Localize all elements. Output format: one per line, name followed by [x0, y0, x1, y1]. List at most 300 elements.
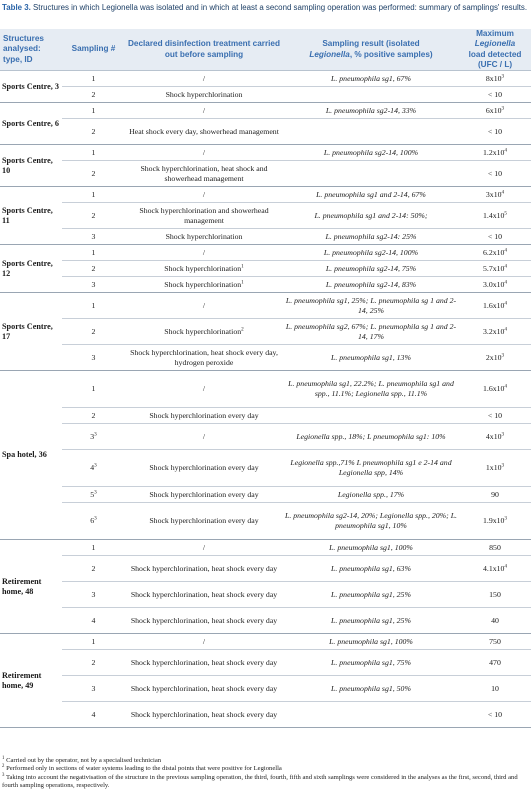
treatment-text: Shock hyperchlorination — [164, 279, 242, 289]
result-cell — [283, 103, 459, 119]
table-row — [0, 345, 531, 371]
header-row — [0, 29, 531, 71]
load-cell — [459, 487, 531, 503]
footnote-mark: 2 — [2, 764, 5, 770]
result-text: L. pneumophila sg1, 25%; L. pneumophila sg 1 and 2-14, 25% — [285, 295, 457, 315]
load-value: 150 — [489, 589, 501, 599]
sampling-number: 3 — [91, 231, 96, 241]
load-cell — [459, 556, 531, 582]
treatment-text: Shock hyperchlorination, heat shock every day — [130, 589, 278, 599]
footnote — [2, 765, 529, 773]
result-cell — [283, 371, 459, 408]
treatment-text: Shock hyperchlorination — [164, 326, 242, 336]
result-text: L. pneumophila sg2-14, 100% — [323, 147, 419, 157]
sampling-cell — [62, 450, 125, 487]
treatment-text: Shock hyperchlorination, heat shock and showerhead management — [140, 163, 268, 183]
load-exponent: 4 — [504, 300, 508, 307]
sampling-number: 3 — [91, 279, 96, 289]
load-cell — [459, 371, 531, 408]
result-text: L. pneumophila sg1, 25% — [331, 589, 411, 599]
result-cell — [283, 408, 459, 424]
table-row — [0, 608, 531, 634]
sampling-number: 2 — [91, 563, 96, 573]
result-text: Legionella spp.,71% L pneumophila sg1 e 2-14 and Legionella spp, 14% — [290, 458, 452, 477]
load-value: 4x10 — [485, 431, 502, 441]
table-row — [0, 229, 531, 245]
result-cell — [283, 487, 459, 503]
treatment-cell — [125, 650, 283, 676]
sampling-number: 1 — [91, 384, 96, 394]
sampling-cell — [62, 487, 125, 503]
structure-cell: Spa hotel, 36 — [0, 371, 62, 540]
load-exponent: 3 — [504, 515, 508, 522]
load-value: 3x10 — [485, 189, 502, 199]
result-cell — [283, 634, 459, 650]
load-value: < 10 — [487, 89, 503, 99]
load-cell — [459, 408, 531, 424]
sampling-number: 6 — [90, 516, 95, 526]
sampling-number: 3 — [91, 683, 96, 693]
sampling-cell — [62, 145, 125, 161]
load-cell — [459, 277, 531, 293]
load-exponent: 3 — [501, 105, 505, 112]
treatment-text: Shock hyperchlorination every day — [149, 489, 259, 499]
result-cell — [283, 293, 459, 319]
treatment-cell — [125, 203, 283, 229]
table-row — [0, 119, 531, 145]
load-value: 8x10 — [485, 73, 502, 83]
table-row — [0, 450, 531, 487]
load-value: 1.4x10 — [482, 210, 505, 220]
sampling-number: 4 — [90, 463, 95, 473]
sampling-cell — [62, 87, 125, 103]
treatment-cell — [125, 119, 283, 145]
table-row — [0, 245, 531, 261]
treatment-cell — [125, 319, 283, 345]
table-body — [0, 71, 531, 728]
table-row — [0, 582, 531, 608]
table-row — [0, 676, 531, 702]
table-row — [0, 145, 531, 161]
table-row — [0, 487, 531, 503]
sampling-footnote-mark: 3 — [94, 489, 97, 496]
sampling-footnote-mark: 3 — [94, 431, 97, 438]
treatment-cell — [125, 161, 283, 187]
footnote-text: Performed only in sections of water systems leading to the distal points that were positive for Legionella — [6, 765, 282, 773]
structure-cell: Sports Centre, 11 — [0, 187, 62, 245]
sampling-number: 1 — [91, 300, 96, 310]
sampling-cell — [62, 424, 125, 450]
load-value: 3.2x10 — [482, 326, 505, 336]
header-result — [283, 29, 459, 71]
sampling-cell — [62, 293, 125, 319]
load-value: 3.0x10 — [482, 279, 505, 289]
treatment-text: / — [202, 636, 206, 646]
result-cell — [283, 345, 459, 371]
treatment-text: / — [202, 384, 206, 394]
treatment-cell — [125, 424, 283, 450]
load-exponent: 3 — [501, 352, 505, 359]
sampling-cell — [62, 229, 125, 245]
footnote-text: Carried out by the operator, not by a specialised technician — [6, 757, 162, 764]
table-row — [0, 503, 531, 540]
table-label: Table 3. — [2, 3, 31, 12]
result-text: L. pneumophila sg2-14, 83% — [325, 279, 417, 289]
footnotes — [2, 757, 529, 790]
table-row — [0, 634, 531, 650]
load-cell — [459, 582, 531, 608]
result-text: L. pneumophila sg2, 67%; L. pneumophila sg 1 and 2-14, 17% — [285, 321, 457, 341]
treatment-footnote-mark: 1 — [241, 263, 244, 270]
sampling-cell — [62, 345, 125, 371]
treatment-text: / — [202, 542, 206, 552]
header-result-prefix: Sampling result (isolated — [322, 39, 420, 49]
result-cell — [283, 503, 459, 540]
load-value: < 10 — [487, 709, 503, 719]
load-cell — [459, 424, 531, 450]
load-cell — [459, 103, 531, 119]
sampling-cell — [62, 261, 125, 277]
load-cell — [459, 145, 531, 161]
table-row — [0, 261, 531, 277]
treatment-text: Shock hyperchlorination — [165, 89, 243, 99]
sampling-number: 1 — [91, 73, 96, 83]
table-row — [0, 650, 531, 676]
load-cell — [459, 119, 531, 145]
sampling-cell — [62, 702, 125, 728]
result-text: Legionella spp., 17% — [337, 489, 405, 499]
result-text: L. pneumophila sg2-14, 75% — [325, 263, 417, 273]
table-row — [0, 702, 531, 728]
load-cell — [459, 319, 531, 345]
result-text: L. pneumophila sg1, 67% — [331, 73, 411, 83]
load-cell — [459, 161, 531, 187]
result-text: L. pneumophila sg1, 50% — [331, 683, 411, 693]
result-cell — [283, 582, 459, 608]
treatment-cell — [125, 540, 283, 556]
result-cell — [283, 229, 459, 245]
load-value: 5.7x10 — [482, 263, 505, 273]
load-cell — [459, 187, 531, 203]
result-text: L. pneumophila sg1, 100% — [329, 636, 413, 646]
treatment-cell — [125, 187, 283, 203]
load-value: 1.6x10 — [482, 300, 505, 310]
load-cell — [459, 608, 531, 634]
sampling-number: 1 — [91, 247, 96, 257]
sampling-footnote-mark: 3 — [94, 515, 97, 522]
sampling-cell — [62, 319, 125, 345]
treatment-cell — [125, 503, 283, 540]
load-value: 1.6x10 — [482, 384, 505, 394]
load-cell — [459, 702, 531, 728]
structure-cell: Sports Centre, 3 — [0, 71, 62, 103]
treatment-text: Shock hyperchlorination every day — [149, 463, 259, 473]
result-cell — [283, 277, 459, 293]
table-caption — [2, 3, 528, 14]
load-value: 6.2x10 — [482, 247, 505, 257]
result-cell — [283, 608, 459, 634]
result-text: L. pneumophila sg2-14: 25% — [325, 231, 417, 241]
load-cell — [459, 634, 531, 650]
sampling-number: 2 — [91, 210, 96, 220]
sampling-cell — [62, 71, 125, 87]
load-exponent: 3 — [501, 73, 505, 80]
sampling-cell — [62, 277, 125, 293]
header-load-prefix: Maximum — [476, 29, 514, 39]
treatment-cell — [125, 145, 283, 161]
treatment-text: / — [202, 105, 206, 115]
sampling-cell — [62, 540, 125, 556]
result-cell — [283, 676, 459, 702]
structure-cell: Sports Centre, 10 — [0, 145, 62, 187]
result-cell — [283, 319, 459, 345]
result-cell — [283, 71, 459, 87]
sampling-number: 2 — [91, 657, 96, 667]
table-row — [0, 71, 531, 87]
load-exponent: 4 — [504, 279, 508, 286]
result-text: L. pneumophila sg1, 25% — [331, 615, 411, 625]
sampling-cell — [62, 408, 125, 424]
load-exponent: 5 — [504, 210, 508, 217]
sampling-cell — [62, 503, 125, 540]
treatment-text: / — [202, 300, 206, 310]
table-row — [0, 556, 531, 582]
treatment-cell — [125, 277, 283, 293]
footnote-mark: 1 — [2, 755, 5, 761]
load-exponent: 4 — [504, 247, 508, 254]
load-value: 90 — [491, 489, 499, 499]
treatment-cell — [125, 676, 283, 702]
result-cell — [283, 540, 459, 556]
header-structure: Structures analysed: type, ID — [0, 29, 62, 71]
table-row — [0, 203, 531, 229]
treatment-cell — [125, 245, 283, 261]
table-row — [0, 87, 531, 103]
treatment-cell — [125, 702, 283, 728]
result-cell — [283, 245, 459, 261]
sampling-cell — [62, 103, 125, 119]
treatment-footnote-mark: 1 — [241, 279, 244, 286]
sampling-number: 4 — [91, 709, 96, 719]
footnote-mark: 3 — [2, 772, 5, 778]
table-row — [0, 187, 531, 203]
result-text: L. pneumophila sg2-14, 20%; Legionella spp., 20%; L. pneumophila sg1, 10% — [285, 511, 457, 530]
load-value: 1.9x10 — [482, 516, 505, 526]
load-value: 10 — [491, 683, 499, 693]
header-load-suffix: load detected (UFC / L) — [468, 49, 522, 69]
load-value: 2x10 — [485, 352, 502, 362]
treatment-text: Shock hyperchlorination, heat shock every day — [130, 709, 278, 719]
header-load — [459, 29, 531, 71]
treatment-cell — [125, 371, 283, 408]
header-sampling: Sampling # — [62, 29, 125, 71]
sampling-number: 3 — [90, 431, 95, 441]
sampling-number: 1 — [91, 147, 96, 157]
structure-cell: Retirement home, 49 — [0, 634, 62, 728]
result-text: Legionella spp., 18%; L pneumophila sg1: 10% — [296, 431, 446, 441]
table-row — [0, 319, 531, 345]
result-text: L. pneumophila sg2-14, 100% — [323, 247, 419, 257]
result-text: L. pneumophila sg1 and 2-14: 50%; — [314, 210, 428, 220]
sampling-cell — [62, 161, 125, 187]
result-cell — [283, 261, 459, 277]
sampling-cell — [62, 582, 125, 608]
sampling-cell — [62, 371, 125, 408]
sampling-cell — [62, 676, 125, 702]
results-table — [0, 29, 531, 728]
sampling-number: 1 — [91, 105, 96, 115]
sampling-number: 2 — [91, 410, 96, 420]
treatment-cell — [125, 103, 283, 119]
result-cell — [283, 161, 459, 187]
sampling-number: 2 — [91, 168, 96, 178]
table-row — [0, 161, 531, 187]
load-cell — [459, 261, 531, 277]
load-value: < 10 — [487, 231, 503, 241]
sampling-number: 5 — [90, 489, 95, 499]
result-cell — [283, 424, 459, 450]
treatment-text: / — [202, 147, 206, 157]
treatment-text: Shock hyperchlorination every day — [149, 410, 259, 420]
treatment-cell — [125, 556, 283, 582]
treatment-text: Shock hyperchlorination, heat shock every day — [130, 657, 278, 667]
load-exponent: 4 — [504, 326, 508, 333]
load-exponent: 4 — [501, 189, 505, 196]
treatment-cell — [125, 71, 283, 87]
sampling-number: 2 — [91, 263, 96, 273]
load-value: 850 — [489, 542, 501, 552]
table-row — [0, 277, 531, 293]
result-cell — [283, 556, 459, 582]
sampling-footnote-mark: 3 — [94, 462, 97, 469]
sampling-number: 1 — [91, 636, 96, 646]
result-cell — [283, 119, 459, 145]
sampling-cell — [62, 634, 125, 650]
treatment-text: Shock hyperchlorination — [165, 231, 243, 241]
structure-cell: Retirement home, 48 — [0, 540, 62, 634]
table-row — [0, 371, 531, 408]
load-cell — [459, 245, 531, 261]
sampling-number: 2 — [91, 126, 96, 136]
sampling-cell — [62, 556, 125, 582]
structure-cell: Sports Centre, 17 — [0, 293, 62, 371]
sampling-number: 3 — [91, 589, 96, 599]
result-cell — [283, 145, 459, 161]
table-row — [0, 103, 531, 119]
structure-cell: Sports Centre, 6 — [0, 103, 62, 145]
sampling-cell — [62, 119, 125, 145]
footnote — [2, 774, 529, 791]
result-text: L. pneumophila sg1, 75% — [331, 657, 411, 667]
load-value: 4.1x10 — [482, 563, 505, 573]
result-text: L. pneumophila sg2-14, 33% — [325, 105, 417, 115]
result-text: L. pneumophila sg1, 63% — [331, 563, 411, 573]
sampling-number: 4 — [91, 615, 96, 625]
treatment-cell — [125, 634, 283, 650]
footnote-text: Taking into account the negativisation of the structure in the previous sampling operation, the third, fourth, fifth and sixth samplings were considered in the analyses as the first, second, third and fourth sampling operations, respectively. — [2, 773, 518, 789]
result-text: L. pneumophila sg1, 22.2%; L. pneumophila sg1 and spp., 11.1%; Legionella spp., 11.1% — [288, 379, 454, 398]
sampling-cell — [62, 650, 125, 676]
sampling-cell — [62, 203, 125, 229]
structure-cell: Sports Centre, 12 — [0, 245, 62, 293]
table-row — [0, 424, 531, 450]
load-value: 750 — [489, 636, 501, 646]
result-cell — [283, 187, 459, 203]
treatment-cell — [125, 261, 283, 277]
result-text: L. pneumophila sg1 and 2-14, 67% — [316, 189, 426, 199]
table-caption-text: Structures in which Legionella was isolated and in which at least a second sampling operation was performed: summary of samplings' results. — [33, 3, 528, 12]
treatment-text: Shock hyperchlorination, heat shock every day — [130, 615, 278, 625]
treatment-text: Shock hyperchlorination, heat shock every day, hydrogen peroxide — [130, 347, 278, 367]
result-cell — [283, 203, 459, 229]
header-treatment: Declared disinfection treatment carried out before sampling — [125, 29, 283, 71]
load-value: < 10 — [487, 410, 503, 420]
load-cell — [459, 293, 531, 319]
load-exponent: 3 — [501, 431, 505, 438]
treatment-text: / — [202, 431, 206, 441]
load-cell — [459, 503, 531, 540]
load-exponent: 4 — [504, 563, 508, 570]
treatment-cell — [125, 582, 283, 608]
treatment-text: Shock hyperchlorination — [164, 263, 242, 273]
header-load-genus: Legionella — [474, 39, 516, 49]
treatment-cell — [125, 487, 283, 503]
load-exponent: 4 — [504, 147, 508, 154]
treatment-text: Shock hyperchlorination, heat shock every day — [130, 683, 278, 693]
load-exponent: 4 — [504, 383, 508, 390]
treatment-cell — [125, 608, 283, 634]
table-row — [0, 540, 531, 556]
treatment-text: Shock hyperchlorination, heat shock every day — [130, 563, 278, 573]
treatment-cell — [125, 450, 283, 487]
sampling-cell — [62, 187, 125, 203]
sampling-number: 2 — [91, 89, 96, 99]
load-cell — [459, 71, 531, 87]
load-exponent: 3 — [501, 462, 505, 469]
treatment-cell — [125, 293, 283, 319]
load-value: 6x10 — [485, 105, 502, 115]
load-value: 1.2x10 — [482, 147, 505, 157]
load-value: < 10 — [487, 168, 503, 178]
sampling-number: 1 — [91, 189, 96, 199]
load-cell — [459, 87, 531, 103]
sampling-cell — [62, 245, 125, 261]
treatment-cell — [125, 408, 283, 424]
sampling-cell — [62, 608, 125, 634]
treatment-cell — [125, 229, 283, 245]
table-row — [0, 408, 531, 424]
load-exponent: 4 — [504, 263, 508, 270]
load-cell — [459, 229, 531, 245]
result-cell — [283, 87, 459, 103]
table-row — [0, 293, 531, 319]
result-cell — [283, 650, 459, 676]
treatment-text: Heat shock every day, showerhead management — [129, 126, 279, 136]
result-cell — [283, 702, 459, 728]
result-text: L. pneumophila sg1, 13% — [331, 352, 411, 362]
result-cell — [283, 450, 459, 487]
treatment-cell — [125, 87, 283, 103]
sampling-number: 2 — [91, 326, 96, 336]
load-cell — [459, 450, 531, 487]
treatment-text: Shock hyperchlorination every day — [149, 516, 259, 526]
treatment-text: Shock hyperchlorination and showerhead management — [139, 205, 269, 225]
result-text: L. pneumophila sg1, 100% — [329, 542, 413, 552]
load-cell — [459, 540, 531, 556]
load-cell — [459, 676, 531, 702]
load-value: < 10 — [487, 126, 503, 136]
load-cell — [459, 650, 531, 676]
